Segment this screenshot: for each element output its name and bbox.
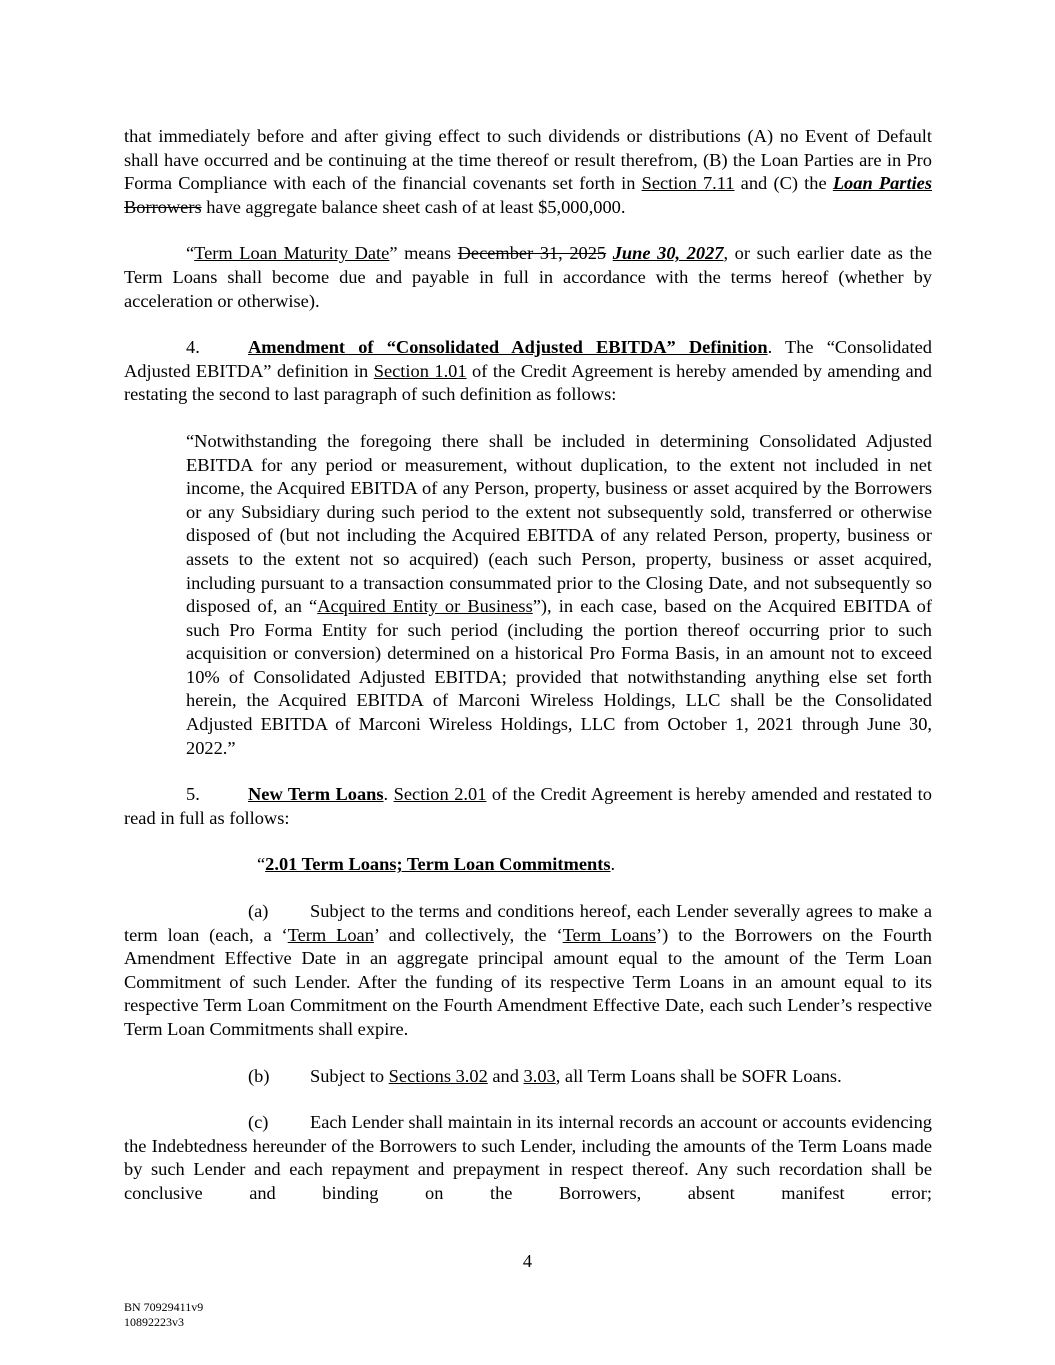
text-run: of the Credit Agreement is hereby amended and restated to read in full as follows: (124, 784, 932, 828)
footer-doc-id: BN 70929411v9 (124, 1300, 204, 1314)
document-footer (124, 1300, 203, 1330)
clause-b (248, 1065, 932, 1089)
text-run: “ (257, 854, 266, 875)
text-run: Subject to the terms and conditions hereof, each Lender severally agrees to make a term loan (each, a ‘ (124, 901, 932, 945)
term-loan-maturity-definition (124, 242, 932, 313)
deleted-date: December 31, 2025 (457, 243, 607, 264)
subsection-heading: 2.01 Term Loans; Term Loan Commitments (265, 854, 611, 875)
text-run: ’ and collectively, the ‘ (373, 924, 563, 945)
deleted-text: Borrowers (124, 196, 202, 217)
defined-term: Term Loans (562, 924, 656, 945)
text-run: of the Credit Agreement is hereby amended by amending and restating the second to last paragraph of such definition as follows: (124, 360, 932, 405)
text-run: and (C) the (734, 173, 833, 194)
quoted-definition-block (186, 430, 932, 760)
defined-term: Acquired Entity or Business (317, 596, 533, 617)
footer-doc-id-secondary: 10892223v3 (124, 1315, 184, 1329)
text-run: ’) to the Borrowers on the Fourth Amendment Effective Date in an aggregate principal amount equal to the amount of the Term Loan Commitment of such Lender. After the funding of its respective Term Loans in an amount equal to its respective Term Loan Commitment on the Fourth Amendment Effective Date, each such Lender’s respective Term Loan Commitments shall expire. (124, 924, 932, 1039)
text-run: ” means (389, 243, 458, 264)
inserted-text: Loan Parties (832, 173, 933, 194)
text-run: have aggregate balance sheet cash of at least $5,000,000. (201, 196, 626, 217)
clause-label: (a) (248, 901, 269, 922)
section-heading: New Term Loans (248, 784, 384, 805)
section-5-paragraph (124, 783, 932, 830)
text-run: “ (186, 243, 195, 264)
clause-label: (c) (248, 1112, 269, 1133)
text-run: ”), in each case, based on the Acquired EBITDA of such Pro Forma Entity for such period (including the portion thereof occurring prior to such acquisition or conversion) determined on a historical Pro Forma Basis, in an amount not to exceed 10% of Consolidated Adjusted EBITDA; provided that notwithstanding anything else set forth herein, the Acquired EBITDA of Marconi Wireless Holdings, LLC shall be the Consolidated Adjusted EBITDA of Marconi Wireless Holdings, LLC from October 1, 2021 through June 30, 2022.” (186, 596, 932, 758)
section-number: 5. (186, 784, 200, 805)
continuation-paragraph (124, 125, 932, 219)
text-run: Subject to (310, 1065, 389, 1086)
text-run: . (383, 784, 394, 805)
section-7-11-reference: Section 7.11 (641, 173, 735, 194)
section-2-01-heading (257, 853, 932, 877)
document-page (124, 125, 932, 1206)
clause-c (124, 1111, 932, 1205)
clause-label: (b) (248, 1065, 270, 1086)
section-4-paragraph (124, 336, 932, 407)
text-run: . The “Consolidated Adjusted EBITDA” definition in (124, 337, 932, 381)
text-run: , or such earlier date as the Term Loans shall become due and payable in full in accordance with the terms hereof (whether by acceleration or otherwise). (124, 243, 932, 311)
text-run: and (487, 1065, 524, 1086)
text-run: Each Lender shall maintain in its internal records an account or accounts evidencing the Indebtedness hereunder of the Borrowers to such Lender, including the amounts of the Term Loans made by such Lender and each repayment and prepayment in respect thereof. Any such recordation shall be conclusive and binding on the Borrowers, absent manifest error; (124, 1112, 932, 1203)
section-3-03-reference: 3.03 (523, 1065, 556, 1086)
new-date: June 30, 2027 (612, 243, 724, 264)
section-heading: Amendment of “Consolidated Adjusted EBITDA” Definition (248, 337, 768, 358)
section-2-01-reference: Section 2.01 (393, 784, 487, 805)
clause-a (124, 900, 932, 1042)
page-number: 4 (522, 1251, 533, 1271)
defined-term: Term Loan (287, 924, 374, 945)
section-3-02-reference: Sections 3.02 (388, 1065, 488, 1086)
section-number: 4. (186, 337, 200, 358)
defined-term: Term Loan Maturity Date (194, 243, 390, 264)
text-run: that immediately before and after giving effect to such dividends or distributions (A) no Event of Default shall have occurred and be continuing at the time thereof or result therefrom, (B) the Loan Parties are in Pro Forma Compliance with each of the financial covenants set forth in (124, 126, 932, 194)
text-run: , all Term Loans shall be SOFR Loans. (555, 1065, 842, 1086)
section-1-01-reference: Section 1.01 (373, 360, 467, 381)
text-run: “Notwithstanding the foregoing there shall be included in determining Consolidated Adjusted EBITDA for any period or measurement, without duplication, to the extent not included in net income, the Acquired EBITDA of any Person, property, business or asset acquired by the Borrowers or any Subsidiary during such period to the extent not subsequently sold, transferred or otherwise disposed of (but not including the Acquired EBITDA of any related Person, property, business or assets to the extent not so acquired) (each such Person, property, business or asset acquired, including pursuant to a transaction consummated prior to the Closing Date, and not subsequently so disposed of, an “ (186, 430, 932, 617)
text-run: . (610, 854, 616, 875)
